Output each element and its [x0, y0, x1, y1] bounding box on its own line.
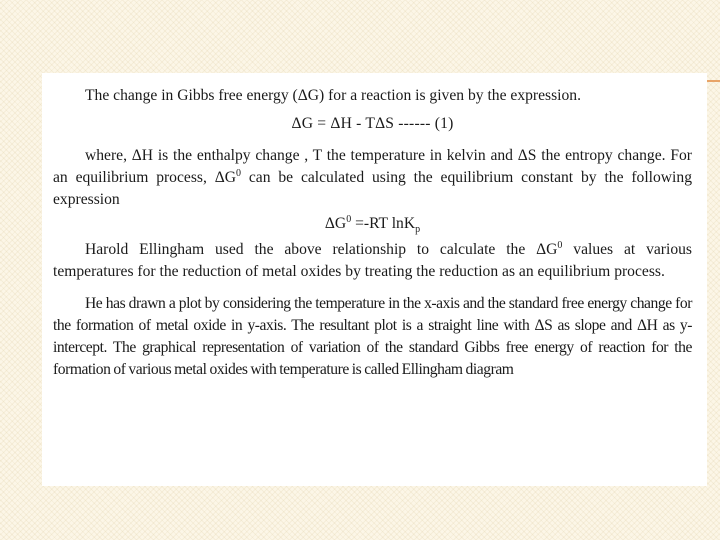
- definition-text: where, ΔH is the enthalpy change , T the temperature in kelvin and ΔS the entropy change. For an equilibrium process, ΔG: [53, 147, 692, 186]
- ellingham-text-rest: values at various temperatures for the reduction of metal oxides by treating the reduction as an equilibrium process.: [53, 241, 692, 280]
- intro-paragraph: The change in Gibbs free energy (ΔG) for a reaction is given by the expression.: [85, 87, 582, 104]
- equation-rhs: =-RT lnK: [351, 215, 416, 232]
- equation-superscript: 0: [346, 213, 352, 225]
- ellingham-superscript: 0: [557, 239, 563, 251]
- equation-subscript: p: [415, 224, 421, 236]
- definition-paragraph: [53, 145, 692, 211]
- gibbs-equation: ΔG = ΔH - TΔS ------ (1): [291, 115, 454, 132]
- ellingham-paragraph: [53, 239, 692, 283]
- standard-superscript: 0: [236, 167, 242, 179]
- equation-delta-g: ΔG: [324, 215, 347, 232]
- plot-paragraph: He has drawn a plot by considering the temperature in the x-axis and the standard free energy change for the formation of metal oxide in y-axis. The resultant plot is a straight line with ΔS as slope and ΔH as y-intercept. The graphical representation of variation of the standard Gibbs free energy of reaction for the formation of various metal oxides with temperature is called Ellingham diagram: [53, 295, 692, 378]
- content-panel: [42, 73, 707, 486]
- equilibrium-equation: [53, 213, 692, 235]
- ellingham-text: Harold Ellingham used the above relationship to calculate the ΔG: [85, 241, 558, 258]
- definition-text-rest: can be calculated using the equilibrium constant by the following expression: [53, 169, 692, 208]
